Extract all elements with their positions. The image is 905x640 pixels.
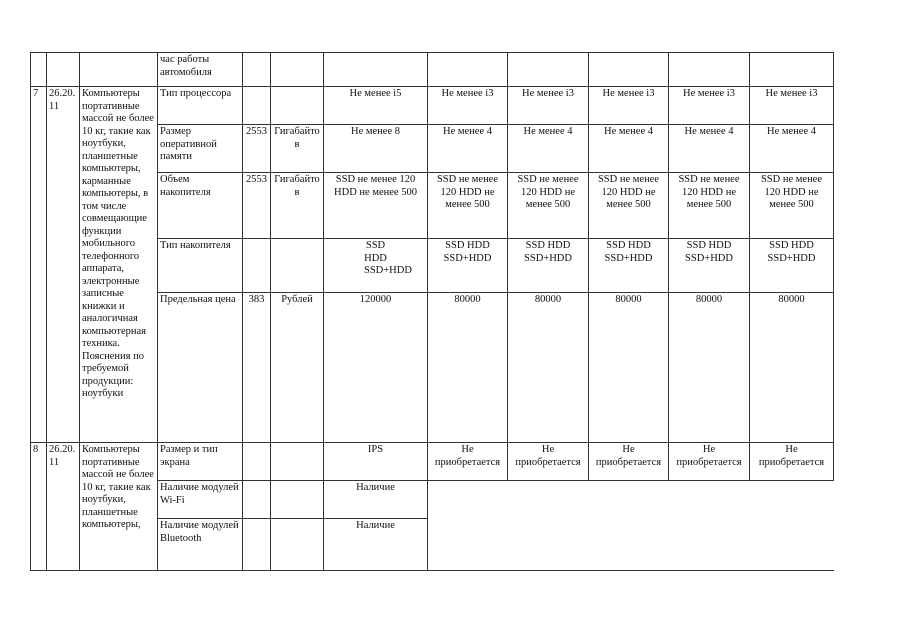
value-cell: Наличие: [324, 519, 428, 571]
value-cell: SSD HDD SSD+HDD: [428, 239, 508, 293]
value-cell: SSD HDD SSD+HDD: [324, 239, 428, 293]
value-cell: SSD HDD SSD+HDD: [589, 239, 669, 293]
okpd-code-cell: 26.20.11: [47, 443, 80, 571]
unit-cell: Рублей: [271, 293, 324, 443]
value-cell: SSD HDD SSD+HDD: [508, 239, 589, 293]
value-cell: Не менее 8: [324, 125, 428, 173]
unit-cell: Гигабайтов: [271, 173, 324, 239]
value-cell: Не менее i5: [324, 87, 428, 125]
characteristic-cell: Наличие модулей Wi-Fi: [158, 481, 243, 519]
value-cell: Не менее 4: [508, 125, 589, 173]
unit-cell: [271, 481, 324, 519]
value-cell: Наличие: [324, 481, 428, 519]
value-cell: SSD не менее 120 HDD не менее 500: [508, 173, 589, 239]
value-cell: SSD не менее 120 HDD не менее 500: [324, 173, 428, 239]
okei-code-cell: 383: [243, 293, 271, 443]
value-cell: Не менее i3: [750, 87, 834, 125]
value-cell: Не приобретается: [508, 443, 589, 481]
unit-cell: [271, 519, 324, 571]
value-cell: Не приобретается: [669, 443, 750, 481]
unit-cell: [271, 87, 324, 125]
value-cell: SSD не менее 120 HDD не менее 500: [428, 173, 508, 239]
characteristic-cell: Объем накопителя: [158, 173, 243, 239]
okpd-code-cell: 26.20.11: [47, 87, 80, 443]
value-cell: SSD HDD SSD+HDD: [669, 239, 750, 293]
value-cell: Не менее i3: [428, 87, 508, 125]
value-cell: Не менее i3: [589, 87, 669, 125]
okei-code-cell: [243, 443, 271, 481]
value-cell: Не менее 4: [750, 125, 834, 173]
okei-code-cell: [243, 519, 271, 571]
value-cell: 80000: [750, 293, 834, 443]
row-number-cell: 7: [31, 87, 47, 443]
value-cell: Не приобретается: [589, 443, 669, 481]
value-cell: 80000: [589, 293, 669, 443]
product-name-cell: Компьютеры портативные массой не более 10 кг, такие как ноутбуки, планшетные компьютеры, карманные компьютеры, в том числе совмещающие функции мобильного телефонного аппарата, электронные записные книжки и аналогичная компьютерная техника. Пояснения по требуемой продукции: ноутбуки: [80, 87, 158, 443]
unit-cell: [271, 443, 324, 481]
value-cell: Не менее i3: [508, 87, 589, 125]
value-cell: Не менее 4: [428, 125, 508, 173]
value-cell: 80000: [508, 293, 589, 443]
value-cell: 120000: [324, 293, 428, 443]
row-number-cell: 8: [31, 443, 47, 571]
product-name-cell: [80, 53, 158, 87]
value-cell: Не приобретается: [428, 443, 508, 481]
table-row: [31, 443, 834, 481]
value-cell: SSD не менее 120 HDD не менее 500: [750, 173, 834, 239]
okei-code-cell: [243, 87, 271, 125]
okei-code-cell: 2553: [243, 173, 271, 239]
okei-code-cell: [243, 481, 271, 519]
value-cell: IPS: [324, 443, 428, 481]
specification-table: [30, 52, 834, 571]
unit-cell: [271, 239, 324, 293]
value-cell: Не менее 4: [669, 125, 750, 173]
characteristic-cell: час работы автомобиля: [158, 53, 243, 87]
table-row: [31, 53, 834, 87]
unit-cell: Гигабайтов: [271, 125, 324, 173]
characteristic-cell: Размер оперативной памяти: [158, 125, 243, 173]
characteristic-cell: Тип процессора: [158, 87, 243, 125]
value-cell: SSD не менее 120 HDD не менее 500: [589, 173, 669, 239]
product-name-cell: Компьютеры портативные массой не более 10 кг, такие как ноутбуки, планшетные компьютеры,: [80, 443, 158, 571]
okei-code-cell: [243, 239, 271, 293]
row-number-cell: [31, 53, 47, 87]
characteristic-cell: Тип накопителя: [158, 239, 243, 293]
value-cell: Не приобретается: [750, 443, 834, 481]
value-cell: SSD не менее 120 HDD не менее 500: [669, 173, 750, 239]
okpd-code-cell: [47, 53, 80, 87]
value-cell: 80000: [669, 293, 750, 443]
okei-code-cell: 2553: [243, 125, 271, 173]
table-row: [31, 87, 834, 125]
value-cell: 80000: [428, 293, 508, 443]
characteristic-cell: Предельная цена: [158, 293, 243, 443]
characteristic-cell: Размер и тип экрана: [158, 443, 243, 481]
characteristic-cell: Наличие модулей Bluetooth: [158, 519, 243, 571]
value-cell: SSD HDD SSD+HDD: [750, 239, 834, 293]
value-cell: Не менее i3: [669, 87, 750, 125]
value-cell: Не менее 4: [589, 125, 669, 173]
